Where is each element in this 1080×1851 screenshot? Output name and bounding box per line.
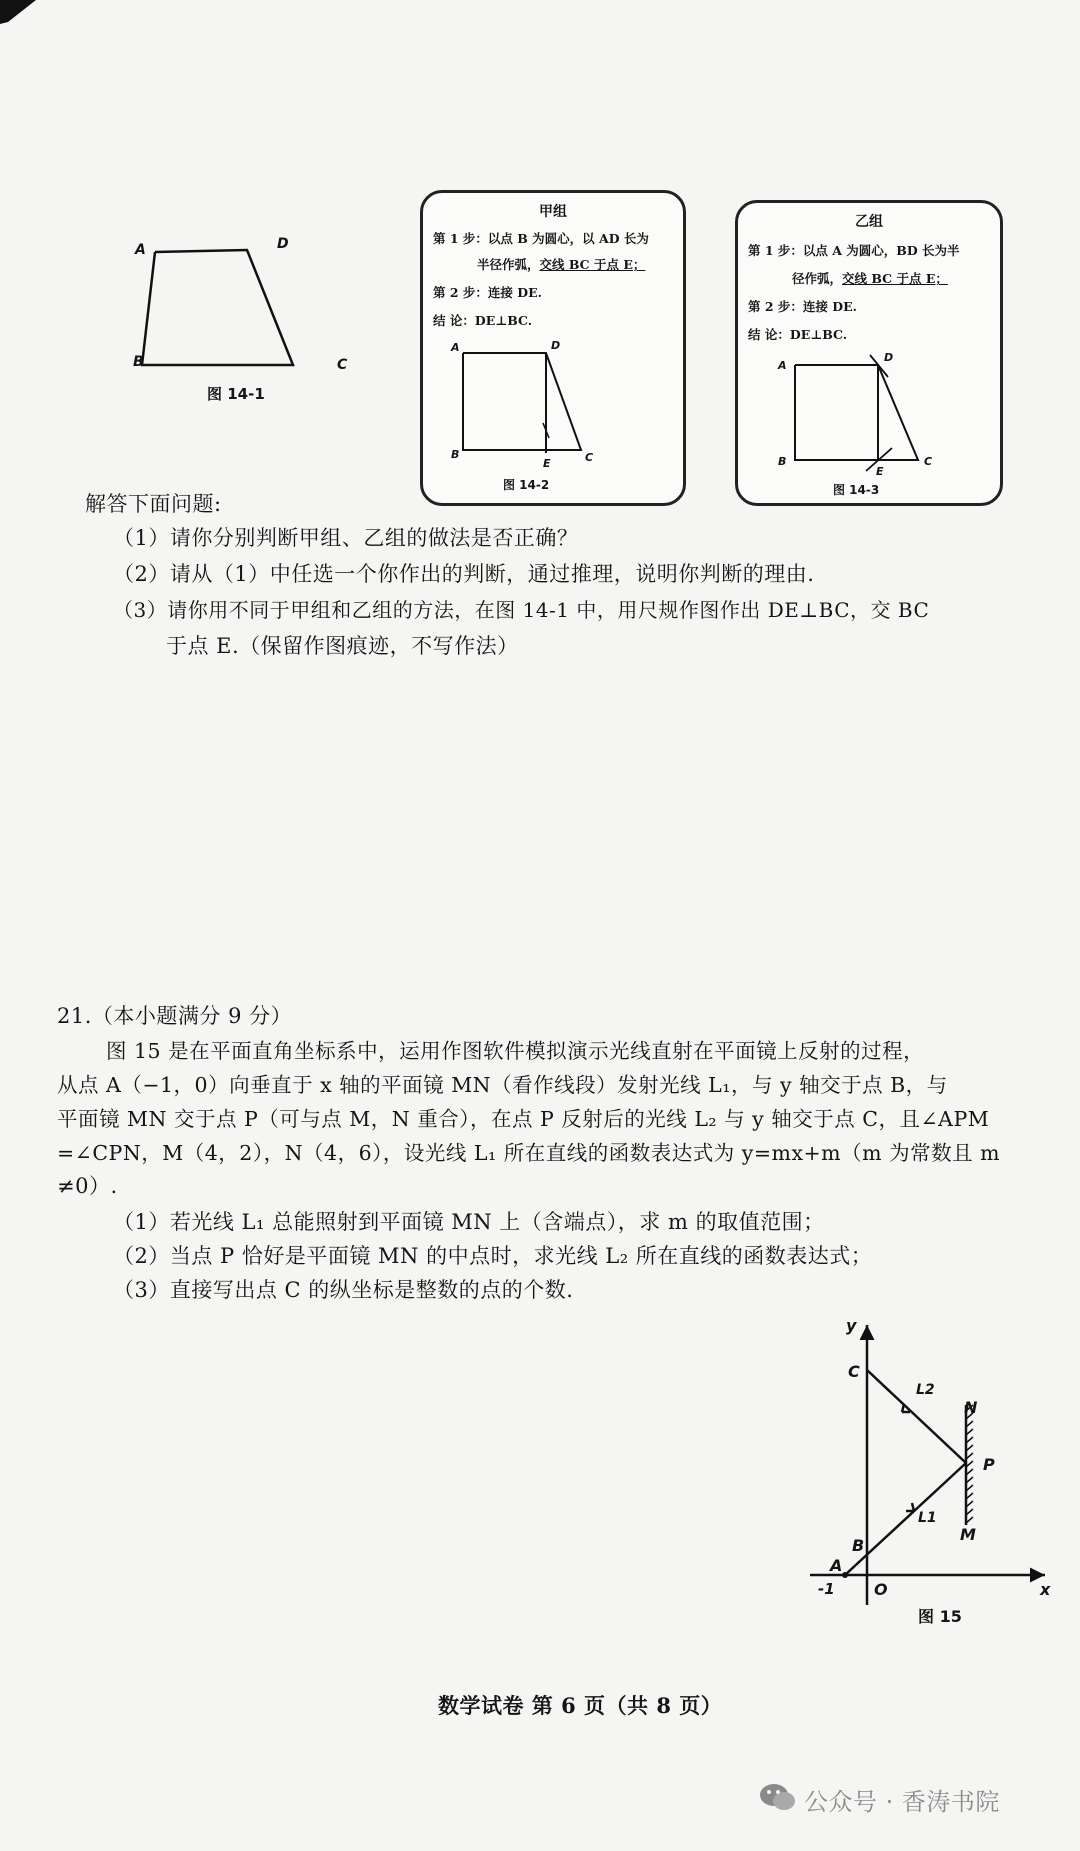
group-yi-step1-line2-plain: 径作弧， (792, 271, 843, 286)
fig15-label-m: M (960, 1525, 976, 1544)
fig1-point-c: C (337, 357, 348, 373)
fig15-label-x: x (1040, 1580, 1051, 1599)
group-yi-step1-line1: 第 1 步：以点 A 为圆心，BD 长为半 (748, 243, 960, 258)
fig1-point-a: A (135, 242, 146, 258)
fig2-point-e: E (543, 457, 551, 470)
q21-header: 21.（本小题满分 9 分） (57, 1004, 293, 1028)
fig15-label-n: N (964, 1398, 978, 1417)
fig3-point-b: B (778, 455, 787, 468)
q21-body-line3: 平面镜 MN 交于点 P（可与点 M，N 重合），在点 P 反射后的光线 L₂ 与 y 轴交于点 C，且∠APM (57, 1107, 990, 1131)
q20-item3-line2: 于点 E.（保留作图痕迹，不写作法） (166, 634, 519, 658)
fig2-point-d: D (551, 339, 561, 352)
q21-body-line5: ≠0）. (57, 1174, 118, 1198)
fig1-point-b: B (133, 354, 144, 370)
scan-corner-mark (0, 0, 40, 30)
q21-item3: （3）直接写出点 C 的纵坐标是整数的点的个数. (113, 1278, 574, 1302)
q20-item2: （2）请从（1）中任选一个你作出的判断，通过推理，说明你判断的理由. (113, 562, 815, 586)
q21-body-line1: 图 15 是在平面直角坐标系中，运用作图软件模拟演示光线直射在平面镜上反射的过程， (106, 1039, 925, 1063)
group-yi-card (735, 200, 1003, 506)
fig2-point-a: A (451, 341, 460, 354)
group-jia-step1-line2 (477, 255, 645, 273)
fig1-caption: 图 14-1 (207, 385, 265, 403)
q21-body-line4: =∠CPN，M（4，2），N（4，6），设光线 L₁ 所在直线的函数表达式为 y=mx+m（m 为常数且 m (57, 1141, 1001, 1165)
group-jia-title: 甲组 (539, 204, 567, 220)
q21-item2: （2）当点 P 恰好是平面镜 MN 的中点时，求光线 L₂ 所在直线的函数表达式； (113, 1244, 873, 1268)
q20-item3-line1: （3）请你用不同于甲组和乙组的方法，在图 14-1 中，用尺规作图作出 DE⊥BC，交 BC (113, 598, 930, 622)
group-yi-step2: 第 2 步：连接 DE. (748, 299, 857, 314)
q20-intro: 解答下面问题: (85, 492, 222, 516)
fig15-label-l1: L1 (918, 1510, 937, 1526)
fig3-point-c: C (924, 455, 933, 468)
fig15-label-o: O (874, 1580, 888, 1599)
fig15-label-p: P (983, 1455, 995, 1474)
fig15-label-l2: L2 (916, 1382, 935, 1398)
q21-body-line2: 从点 A（−1，0）向垂直于 x 轴的平面镜 MN（看作线段）发射光线 L₁，与 y 轴交于点 B，与 (57, 1073, 948, 1097)
fig3-point-d: D (884, 351, 894, 364)
watermark-text: 公众号 · 香涛书院 (804, 1788, 1000, 1816)
fig2-caption: 图 14-2 (503, 478, 550, 492)
group-jia-step2: 第 2 步：连接 DE. (433, 285, 542, 300)
q20-item1: （1）请你分别判断甲组、乙组的做法是否正确？ (113, 526, 579, 550)
wechat-logo-icon (758, 1780, 798, 1814)
group-yi-step1-line2 (792, 269, 948, 287)
group-yi-title: 乙组 (855, 214, 883, 230)
q21-item1: （1）若光线 L₁ 总能照射到平面镜 MN 上（含端点），求 m 的取值范围； (113, 1210, 825, 1234)
fig3-caption: 图 14-3 (833, 483, 880, 497)
fig2-point-c: C (585, 451, 594, 464)
figure-14-2 (453, 343, 653, 473)
fig15-label-y: y (846, 1316, 857, 1335)
fig2-point-b: B (451, 448, 460, 461)
fig15-label-minus1: -1 (818, 1580, 835, 1598)
group-jia-step1-line1: 第 1 步：以点 B 为圆心，以 AD 长为 (433, 231, 649, 246)
fig15-label-a: A (830, 1556, 843, 1575)
group-jia-step1-line2-plain: 半径作弧， (477, 257, 540, 272)
fig15-label-b: B (852, 1536, 865, 1555)
figure-14-3 (778, 353, 978, 483)
fig3-point-e: E (876, 465, 884, 478)
fig15-caption: 图 15 (918, 1607, 962, 1626)
group-yi-step1-line2-underlined: 交线 BC 于点 E； (842, 271, 948, 286)
group-yi-conclusion: 结 论：DE⊥BC. (748, 327, 848, 342)
page-footer: 数学试卷 第 6 页（共 8 页） (438, 1693, 723, 1718)
figure-15 (800, 1315, 1060, 1625)
fig3-point-a: A (778, 359, 787, 372)
fig15-label-c: C (848, 1362, 860, 1381)
group-jia-card (420, 190, 686, 506)
group-jia-conclusion: 结 论：DE⊥BC. (433, 313, 533, 328)
fig1-point-d: D (277, 236, 289, 252)
group-jia-step1-line2-underlined: 交线 BC 于点 E； (539, 257, 646, 272)
